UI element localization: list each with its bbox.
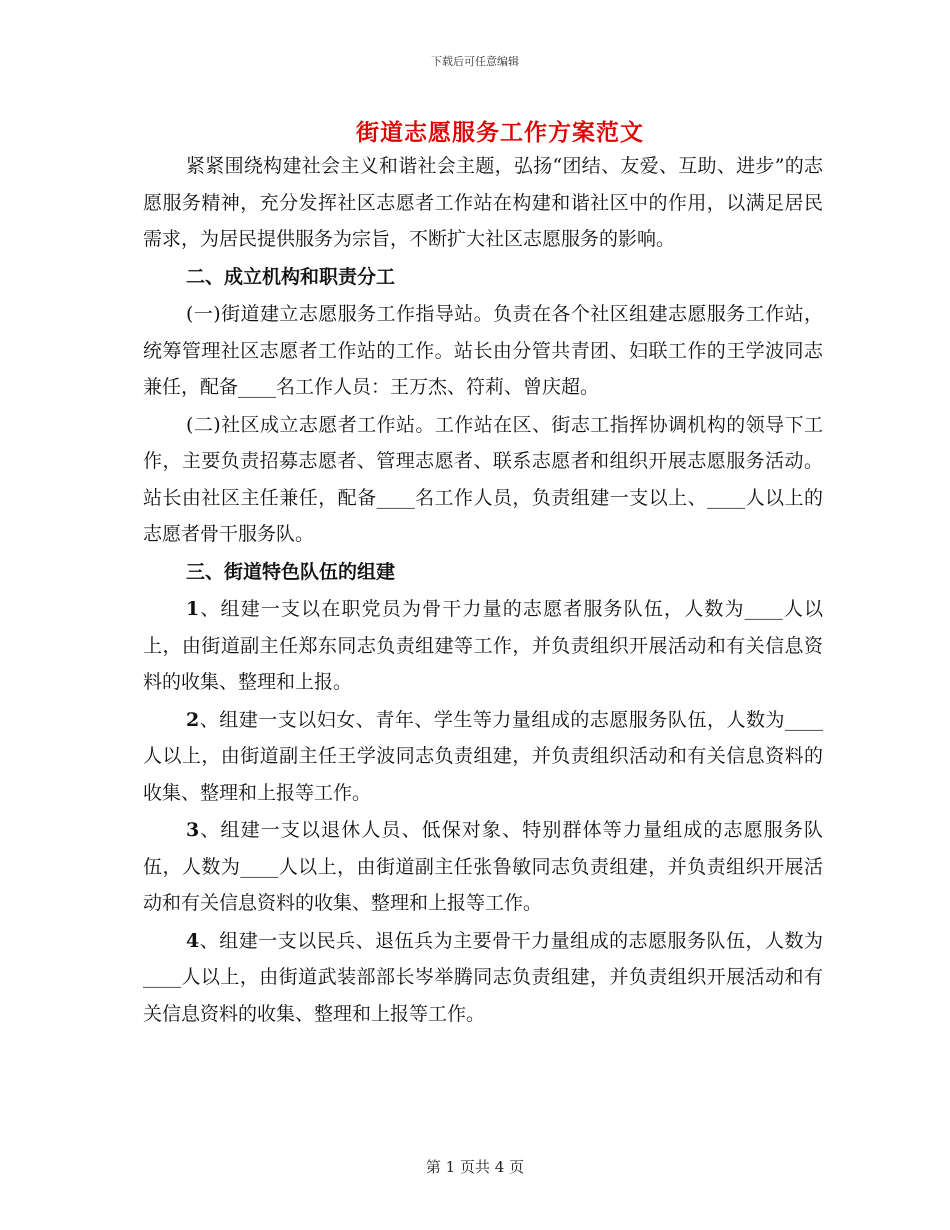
section3-item-1 <box>143 591 823 701</box>
item-text: 、组建一支以退休人员、低保对象、特别群体等力量组成的志愿服务队伍，人数为____人以上，由街道副主任张鲁敏同志负责组建，并负责组织开展活动和有关信息资料的收集、整理和上报等工作。 <box>143 819 823 914</box>
document-title: 街道志愿服务工作方案范文 <box>356 119 644 146</box>
page-header-note: 下载后可任意编辑 <box>431 55 519 68</box>
item-number: 1 <box>186 598 200 620</box>
intro-paragraph: 紧紧围绕构建社会主义和谐社会主题，弘扬“团结、友爱、互助、进步”的志愿服务精神，充分发挥社区志愿者工作站在构建和谐社区中的作用，以满足居民需求，为居民提供服务为宗旨，不断扩大社区志愿服务的影响。 <box>143 155 823 250</box>
item-text: 、组建一支以民兵、退伍兵为主要骨干力量组成的志愿服务队伍，人数为____人以上，由街道武装部部长岑举腾同志负责组建，并负责组织开展活动和有关信息资料的收集、整理和上报等工作。 <box>143 929 823 1025</box>
page-footer: 第 1 页共 4 页 <box>425 1158 525 1176</box>
section3-item-3 <box>143 812 823 922</box>
item-text: 、组建一支以在职党员为骨干力量的志愿者服务队伍，人数为____人以上，由街道副主任郑东同志负责组建等工作，并负责组织开展活动和有关信息资料的收集、整理和上报。 <box>143 598 823 693</box>
section-heading-2: 二、成立机构和职责分工 <box>186 265 396 288</box>
section3-item-4 <box>143 923 823 1033</box>
item-text: 、组建一支以妇女、青年、学生等力量组成的志愿服务队伍，人数为____人以上，由街道副主任王学波同志负责组建，并负责组织活动和有关信息资料的收集、整理和上报等工作。 <box>143 708 823 804</box>
item-number: 3 <box>186 819 200 841</box>
item-number: 4 <box>186 929 200 952</box>
item-number: 2 <box>186 708 200 731</box>
document-body <box>143 148 823 1033</box>
section-heading-3: 三、街道特色队伍的组建 <box>186 560 396 583</box>
section2-item-2: (二)社区成立志愿者工作站。工作站在区、街志工指挥协调机构的领导下工作，主要负责招募志愿者、管理志愿者、联系志愿者和组织开展志愿服务活动。站长由社区主任兼任，配备____名工作人员，负责组建一支以上、____人以上的志愿者骨干服务队。 <box>143 413 823 545</box>
section3-item-2 <box>143 702 823 812</box>
section2-item-1: (一)街道建立志愿服务工作指导站。负责在各个社区组建志愿服务工作站，统筹管理社区志愿者工作站的工作。站长由分管共青团、妇联工作的王学波同志兼任，配备____名工作人员：王万杰、符莉、曾庆超。 <box>143 303 823 398</box>
